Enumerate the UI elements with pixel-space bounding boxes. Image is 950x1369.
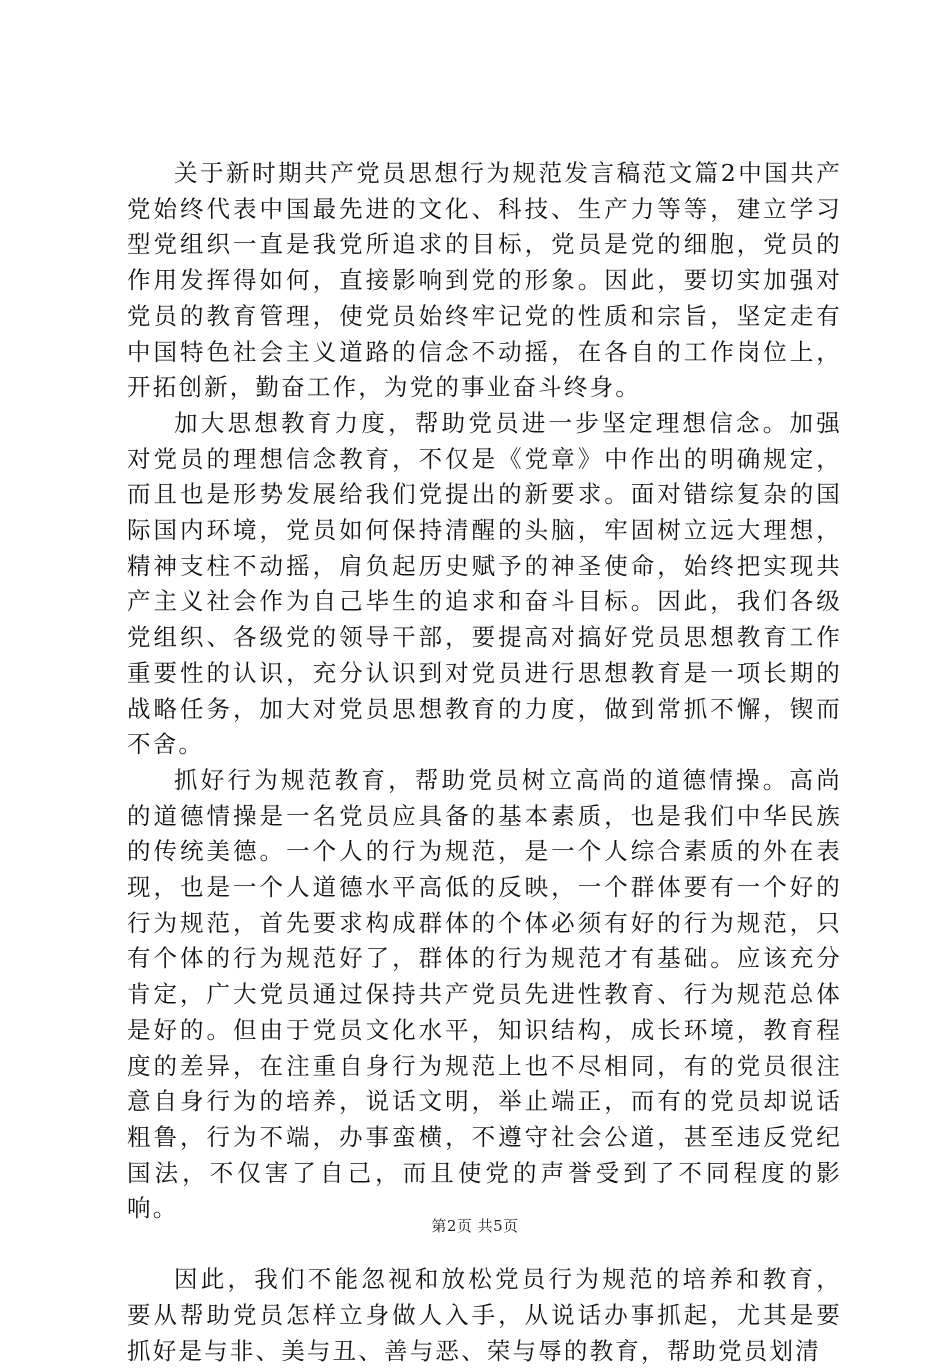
- paragraph-1: 关于新时期共产党员思想行为规范发言稿范文篇2中国共产党始终代表中国最先进的文化、科技、生产力等等，建立学习型党组织一直是我党所追求的目标，党员是党的细胞，党员的作用发挥得如何，直接影响到党的形象。因此，要切实加强对党员的教育管理，使党员始终牢记党的性质和宗旨，坚定走有中国特色社会主义道路的信念不动摇，在各自的工作岗位上，开拓创新，勤奋工作，为党的事业奋斗终身。: [127, 159, 842, 402]
- paragraph-3: 抓好行为规范教育，帮助党员树立高尚的道德情操。高尚的道德情操是一名党员应具备的基本素质，也是我们中华民族的传统美德。一个人的行为规范，是一个人综合素质的外在表现，也是一个人道德水平高低的反映，一个群体要有一个好的行为规范，首先要求构成群体的个体必须有好的行为规范，只有个体的行为规范好了，群体的行为规范才有基础。应该充分肯定，广大党员通过保持共产党员先进性教育、行为规范总体是好的。但由于党员文化水平，知识结构，成长环境，教育程度的差异，在注重自身行为规范上也不尽相同，有的党员很注意自身行为的培养，说话文明，举止端正，而有的党员却说话粗鲁，行为不端，办事蛮横，不遵守社会公道，甚至违反党纪国法，不仅害了自己，而且使党的声誉受到了不同程度的影响。: [127, 765, 842, 1223]
- paragraph-4: 因此，我们不能忽视和放松党员行为规范的培养和教育，要从帮助党员怎样立身做人入手，从说话办事抓起，尤其是要抓好是与非、美与丑、善与恶、荣与辱的教育，帮助党员划清: [127, 1265, 842, 1365]
- paragraph-2: 加大思想教育力度，帮助党员进一步坚定理想信念。加强对党员的理想信念教育，不仅是《党章》中作出的明确规定，而且也是形势发展给我们党提出的新要求。面对错综复杂的国际国内环境，党员如何保持清醒的头脑，牢固树立远大理想，精神支柱不动摇，肩负起历史赋予的神圣使命，始终把实现共产主义社会作为自己毕生的追求和奋斗目标。因此，我们各级党组织、各级党的领导干部，要提高对搞好党员思想教育工作重要性的认识，充分认识到对党员进行思想教育是一项长期的战略任务，加大对党员思想教育的力度，做到常抓不懈，锲而不舍。: [127, 408, 842, 759]
- page-footer: 第2页 共5页: [431, 1217, 519, 1235]
- document-body: [127, 156, 842, 1369]
